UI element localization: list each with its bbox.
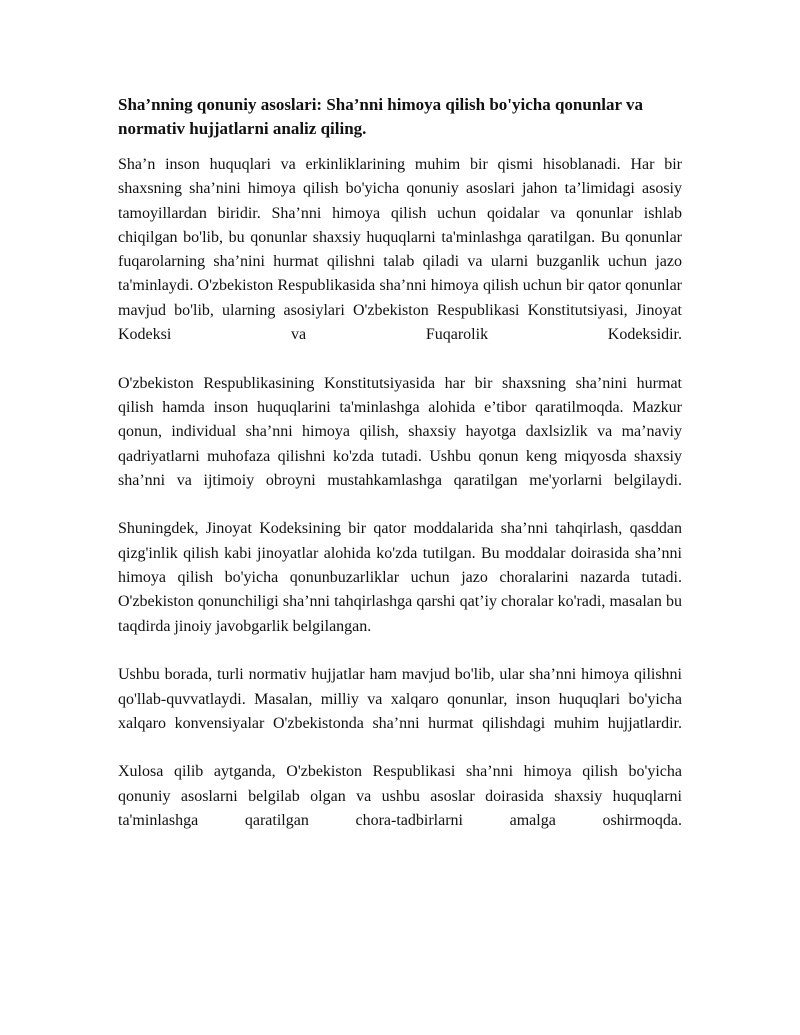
paragraph-4: Ushbu borada, turli normativ hujjatlar ham mavjud bo'lib, ular sha’nni himoya qilishni qo'llab-quvvatlaydi. Masalan, milliy va xalqaro qonunlar, inson huquqlari bo'yicha xalqaro konvensiyalar O'zbekistonda sha’nni hurmat qilishdagi muhim hujjatlardir. [118,666,682,732]
paragraph-3: Shuningdek, Jinoyat Kodeksining bir qator moddalarida sha’nni tahqirlash, qasddan qizg'inlik qilish kabi jinoyatlar alohida ko'zda tutilgan. Bu moddalar doirasida sha’nni himoya qilish bo'yicha qonunbuzarliklar uchun jazo choralarini nazarda tutadi. O'zbekiston qonunchiligi sha’nni tahqirlashga qarshi qat’iy choralar ko'radi, masalan bu taqdirda jinoiy javobgarlik belgilangan. [118,520,682,635]
document-page [118,93,682,858]
paragraph-2: O'zbekiston Respublikasining Konstitutsiyasida har bir shaxsning sha’nini hurmat qilish hamda inson huquqlarini ta'minlashga alohida e’tibor qaratilmoqda. Mazkur qonun, individual sha’nni himoya qilish, shaxsiy hayotga daxlsizlik va ma’naviy qadriyatlarni muhofaza qilishni ko'zda tutadi. Ushbu qonun keng miqyosda shaxsiy sha’nni va ijtimoiy obroyni mustahkamlashga qaratilgan me'yorlarni belgilaydi. [118,374,682,489]
paragraph-5: Xulosa qilib aytganda, O'zbekiston Respublikasi sha’nni himoya qilish bo'yicha qonuniy asoslarni belgilab olgan va ushbu asoslar doirasida shaxsiy huquqlarni ta'minlashga qaratilgan chora-tadbirlarni amalga oshirmoqda. [118,763,682,830]
document-title: Sha’nning qonuniy asoslari: Sha’nni himoya qilish bo'yicha qonunlar va normativ hujjatlarni analiz qiling. [118,95,643,138]
paragraph-1: Sha’n inson huquqlari va erkinliklarining muhim bir qismi hisoblanadi. Har bir shaxsning sha’nini himoya qilish bo'yicha qonuniy asoslari jahon ta’limidagi asosiy tamoyillardan biridir. Sha’nni himoya qilish uchun qoidalar va qonunlar ishlab chiqilgan bo'lib, bu qonunlar shaxsiy huquqlarni ta'minlashga qaratilgan. Bu qonunlar fuqarolarning sha’nini hurmat qilishni talab qiladi va ularni buzganlik uchun jazo ta'minlaydi. O'zbekiston Respublikasida sha’nni himoya qilish uchun bir qator qonunlar mavjud bo'lib, ularning asosiylari O'zbekiston Respublikasi Konstitutsiyasi, Jinoyat Kodeksi va Fuqarolik Kodeksidir. [118,156,682,344]
